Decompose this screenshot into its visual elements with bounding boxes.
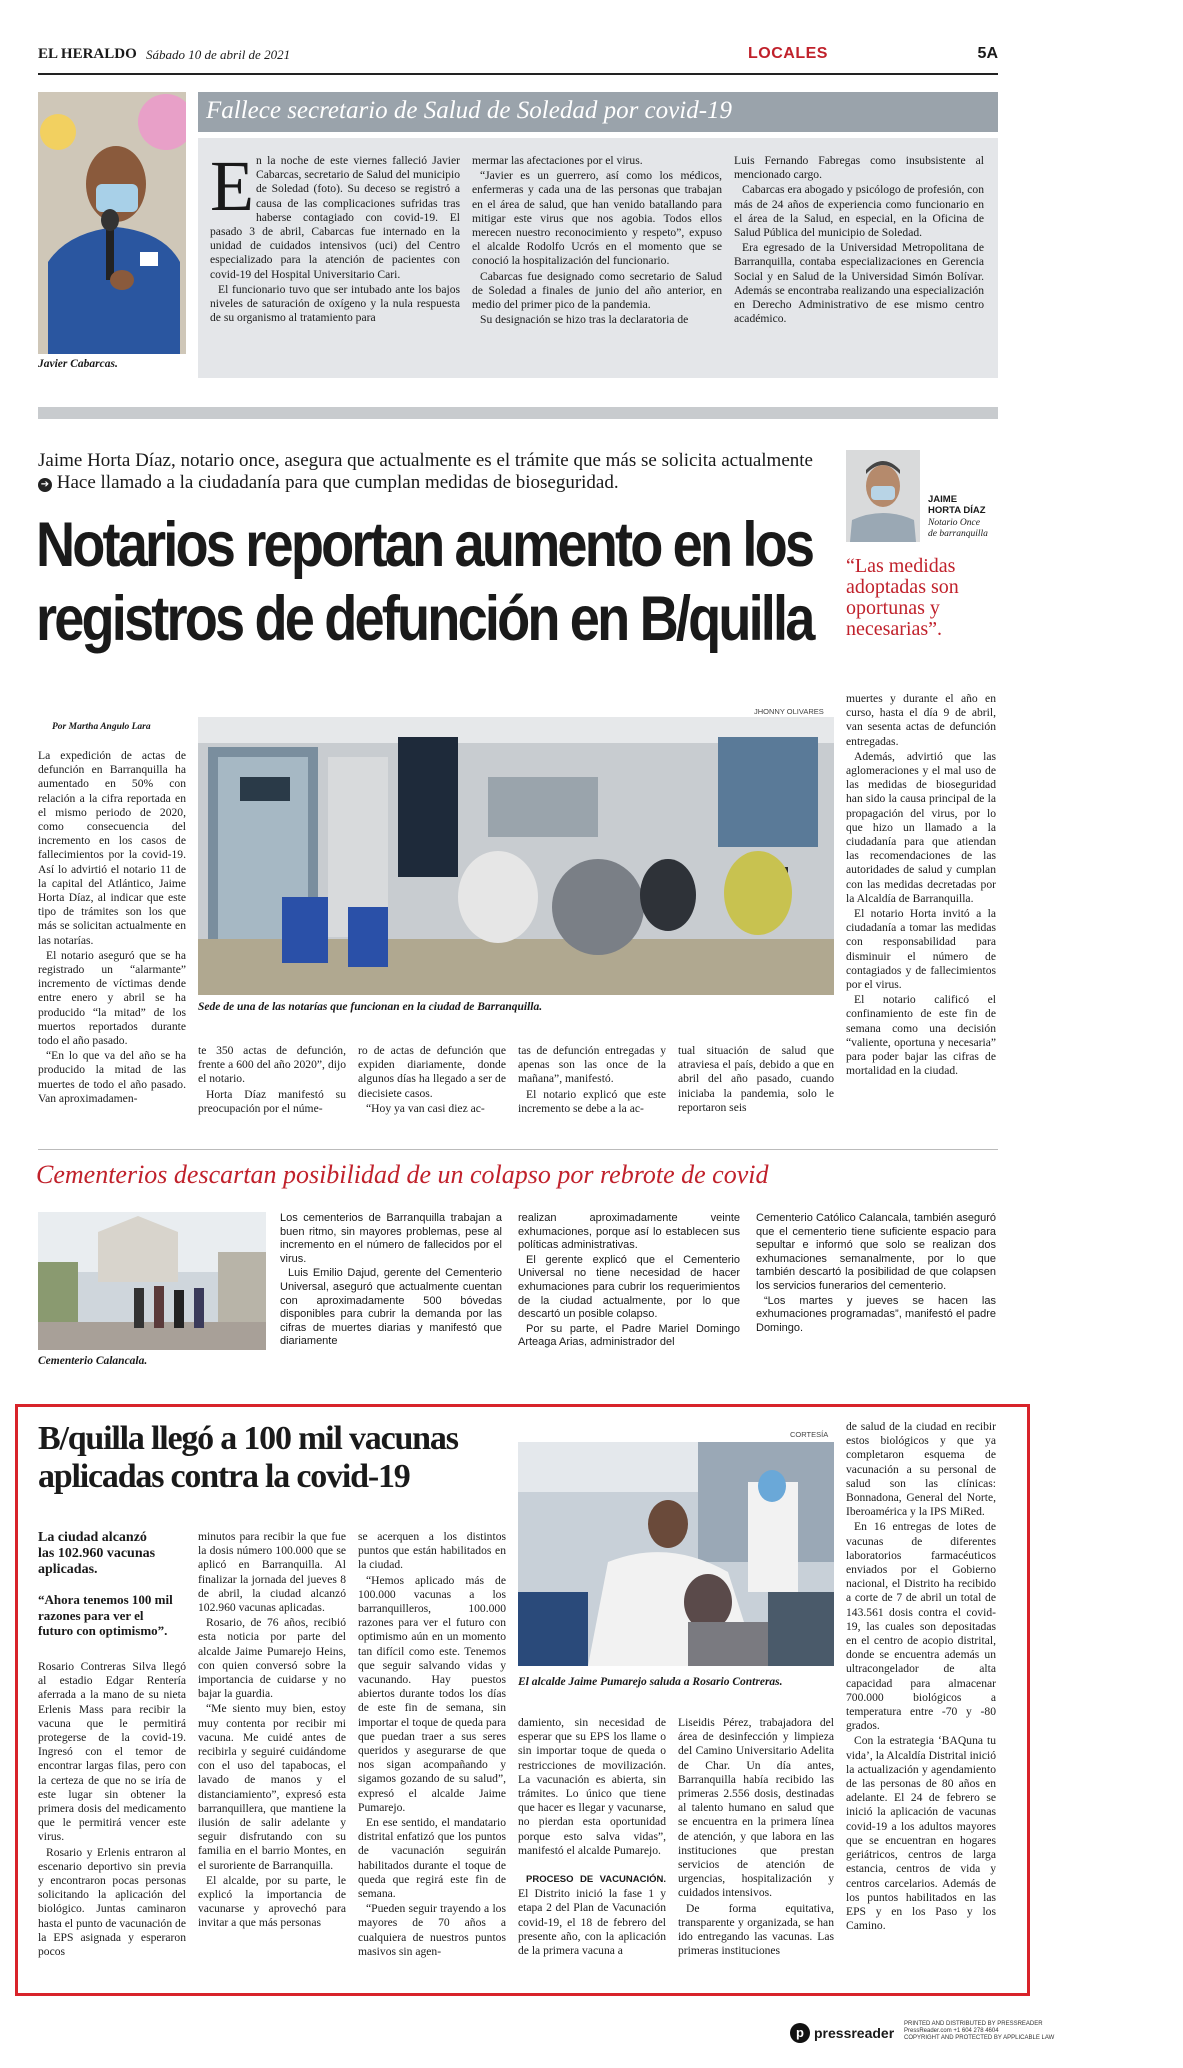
paragraph: te 350 actas de defunción, frente a 600 del año 2020”, dijo el notario. bbox=[198, 1044, 346, 1086]
article2-column-1 bbox=[38, 749, 186, 1107]
notaria-photo bbox=[198, 717, 834, 995]
headline-line-2: aplicadas contra la covid-19 bbox=[38, 1458, 410, 1495]
paragraph: “En lo que va del año se ha producido la mitad de las muertes de todo el año pasado. Van aproximadamen- bbox=[38, 1049, 186, 1105]
paragraph: “Me siento muy bien, estoy muy contenta por recibir mi vacuna. Me cuidé antes de recibirla y seguiré cuidándome con el uso del tapabocas, el lavado de manos y el distanciamiento”, expresó esta barranquillera, que mantiene la ilusión de salir adelante y seguir disfrutando con su familia en el barrio Montes, en el suroriente de Barranquilla. bbox=[198, 1702, 346, 1872]
paragraph: de salud de la ciudad en recibir estos biológicos y que ya completaron esquema de vacunación a su personal de salud son las clínicas: Bonnadona, General del Norte, Iberoamérica y la IPS MiRed. bbox=[846, 1420, 996, 1519]
photo-credit: CORTESÍA bbox=[790, 1430, 829, 1439]
article2-headline bbox=[36, 508, 813, 656]
paragraph: Con la estrategia ‘BAQuna tu vida’, la Alcaldía Distrital inició la actualización y agendamiento de las personas de 80 años en adelante. El 24 de febrero se inició la aplicación de vacunas covid-19 a los adultos mayores que se encuentran en hogares geriátricos, centros de larga estancia, centros de vida y centros carcelarios. Además de los puntos habilitados en las EPS y en los Paso y los Camino. bbox=[846, 1734, 996, 1933]
subhead: PROCESO DE VACUNACIÓN. bbox=[526, 1874, 666, 1886]
paragraph: Luis Emilio Dajud, gerente del Cementerio Universal, aseguró que actualmente cuentan con aproximadamente 500 bóvedas disponibles para cubrir la demanda por las cifras de muertes diarias y manifestó que diariamente bbox=[280, 1267, 502, 1348]
article3-rule bbox=[38, 1149, 998, 1150]
deck-text: Jaime Horta Díaz, notario once, asegura que actualmente es el trámite que más se solicita actualmente bbox=[38, 450, 813, 471]
paragraph: Horta Díaz manifestó su preocupación por el núme- bbox=[198, 1087, 346, 1115]
article4-column-6 bbox=[846, 1420, 996, 1934]
paragraph: tual situación de salud que atraviesa el país, debido a que en abril del año pasado, cuando iniciaba la pandemia, solo le reportaron seis bbox=[678, 1044, 834, 1114]
paragraph: En 16 entregas de lotes de vacunas de diferentes laboratorios farmacéuticos enviados por el Gobierno nacional, el Distrito ha recibido a corte de 7 de abril un total de 143.561 dosis contra el covid-19, las cuales son depositadas en el centro de acopio distrital, donde se encuentra además un ultracongelador de alta capacidad para almacenar 700.000 biológicos a temperatura entre -70 y -80 grados. bbox=[846, 1520, 996, 1733]
section-label: LOCALES bbox=[748, 45, 828, 62]
article2-column-5 bbox=[678, 1044, 834, 1116]
pressreader-logo bbox=[790, 2020, 900, 2046]
sidebar-quote: “Ahora tenemos 100 mil razones para ver el futuro con optimismo”. bbox=[38, 1592, 173, 1638]
article3-headline: Cementerios descartan posibilidad de un colapso por rebrote de covid bbox=[36, 1160, 769, 1189]
photo-caption: Javier Cabarcas. bbox=[38, 358, 118, 370]
paragraph: “Los martes y jueves se hacen las exhumaciones programadas”, manifestó el padre Domingo. bbox=[756, 1294, 996, 1334]
jaime-horta-photo bbox=[846, 450, 920, 542]
article4-column-4 bbox=[518, 1716, 666, 1959]
byline: Por Martha Angulo Lara bbox=[52, 722, 151, 732]
paragraph: ro de actas de defunción que expiden diariamente, donde algunos días ha llegado a ser de diecisiete casos. bbox=[358, 1044, 506, 1100]
article4-column-5 bbox=[678, 1716, 834, 1959]
paragraph: El alcalde, por su parte, le explicó la importancia de vacunarse y aprovechó para invitar a que más personas bbox=[198, 1873, 346, 1930]
paragraph: Los cementerios de Barranquilla trabajan a buen ritmo, sin mayores problemas, pese al incremento en el número de fallecidos por el virus. bbox=[280, 1212, 502, 1265]
article2-column-4 bbox=[518, 1044, 666, 1117]
pressreader-icon: p bbox=[790, 2023, 810, 2043]
paragraph: realizan aproximadamente veinte exhumaciones, porque así lo establecen sus políticas administrativas. bbox=[518, 1212, 740, 1252]
paragraph: Cabarcas era abogado y psicólogo de profesión, con más de 24 años de experiencia como funcionario en el área de la Salud, en especial, en la Oficina de Salud Pública del municipio de Soledad. bbox=[734, 183, 984, 240]
article2-column-6 bbox=[846, 692, 996, 1079]
paragraph: “Javier es un guerrero, así como los médicos, enfermeras y cada una de las personas que trabajan en el área de salud, que han venido batallando para mitigar este virus que nos agobia. Todos ellos merecen nuestro reconocimiento y respeto”, expuso el alcalde Rodolfo Ucrós en el momento que se conoció la hospitalización del funcionario. bbox=[472, 169, 722, 268]
paragraph: “Pueden seguir trayendo a los mayores de 70 años a cualquiera de nuestros puntos masivos sin agen- bbox=[358, 1902, 506, 1958]
javier-cabarcas-photo bbox=[38, 92, 186, 354]
paragraph: El notario explicó que este incremento se debe a la ac- bbox=[518, 1087, 666, 1115]
deck-text-2: Hace llamado a la ciudadanía para que cumplan medidas de bioseguridad. bbox=[56, 472, 619, 493]
pull-quote: “Las medidas adoptadas son oportunas y necesarias”. bbox=[846, 555, 959, 640]
paragraph: En ese sentido, el mandatario distrital enfatizó que los puntos de vacunación seguirán habilitados durante el toque de queda que regirá este fin de semana. bbox=[358, 1816, 506, 1901]
profile-role-line-1: Notario Once bbox=[928, 518, 980, 528]
cementerio-photo bbox=[38, 1212, 266, 1350]
photo-credit: JHONNY OLIVARES bbox=[754, 707, 824, 716]
article1-column-3 bbox=[734, 154, 984, 327]
paragraph: Por su parte, el Padre Mariel Domingo Arteaga Arias, administrador del bbox=[518, 1322, 740, 1349]
article2-column-3 bbox=[358, 1044, 506, 1117]
paragraph: Además, advirtió que las aglomeraciones y el mal uso de las medidas de bioseguridad han sido la causa principal de la propagación del virus, por lo que hizo un llamado a la ciudadanía para que atiendan las recomendaciones de las autoridades de salud y cumplan con las medidas decretadas por la Alcaldía de Barranquilla. bbox=[846, 749, 996, 905]
article1-column-1 bbox=[210, 146, 460, 326]
article1-column-2 bbox=[472, 154, 722, 328]
headline-line-1: B/quilla llegó a 100 mil vacunas bbox=[38, 1420, 458, 1457]
section-divider bbox=[38, 407, 998, 419]
footer-line-2: PressReader.com +1 604 278 4604 bbox=[904, 2028, 999, 2034]
headline-line-1: Notarios reportan aumento en los bbox=[36, 510, 813, 580]
paragraph: Luis Fernando Fabregas como insubsistente al mencionado cargo. bbox=[734, 154, 984, 182]
article2-deck bbox=[38, 450, 818, 494]
vacunacion-photo bbox=[518, 1442, 834, 1666]
article2-column-2 bbox=[198, 1044, 346, 1117]
profile-role-line-2: de barranquilla bbox=[928, 529, 988, 539]
paragraph: minutos para recibir la que fue la dosis número 100.000 que se aplicó en Barranquilla. Al finalizar la jornada del jueves 8 de abril, la ciudad alcanzó 102.960 vacunas aplicadas. bbox=[198, 1530, 346, 1615]
paragraph: Rosario Contreras Silva llegó al estadio Edgar Rentería aferrada a la mano de su nieta Erlenis Mass para recibir la vacuna que le permitirá protegerse de la covid-19. Ingresó con el temor de encontrar largas filas, pero con la certeza de que no se iría de este lugar sin obtener la primera dosis del medicamento que le permitirá vencer este virus. bbox=[38, 1660, 186, 1844]
paragraph: muertes y durante el año en curso, hasta el día 9 de abril, van sesenta actas de defunción entregadas. bbox=[846, 692, 996, 748]
issue-date: Sábado 10 de abril de 2021 bbox=[146, 47, 291, 62]
article1-banner bbox=[198, 92, 998, 132]
article4-headline bbox=[38, 1420, 518, 1496]
footer-line-1: PRINTED AND DISTRIBUTED BY PRESSREADER bbox=[904, 2021, 1043, 2027]
photo-caption: El alcalde Jaime Pumarejo saluda a Rosario Contreras. bbox=[518, 1676, 783, 1688]
profile-role bbox=[928, 518, 988, 540]
paragraph: El gerente explicó que el Cementerio Universal no tiene necesidad de hacer exhumaciones para cubrir los requerimientos de la ciudad actualmente, por lo que descartó un posible colapso. bbox=[518, 1253, 740, 1321]
sidebar-lead: La ciudad alcanzó las 102.960 vacunas aplicadas. bbox=[38, 1530, 156, 1577]
article4-column-1 bbox=[38, 1660, 186, 1960]
paragraph: El notario calificó el confinamiento de este fin de semana como una decisión “valiente, oportuna y necesaria” para poder bajar las cifras de mortalidad en la ciudad. bbox=[846, 993, 996, 1078]
paragraph: Su designación se hizo tras la declaratoria de bbox=[480, 313, 689, 327]
photo-caption: Cementerio Calancala. bbox=[38, 1355, 148, 1367]
paragraph bbox=[518, 1872, 666, 1958]
masthead bbox=[38, 44, 998, 70]
paragraph: El notario Horta invitó a la ciudadanía a tomar las medidas con responsabilidad para disminuir el número de contagiados y de fallecimientos por el virus. bbox=[846, 907, 996, 992]
paragraph: Era egresado de la Universidad Metropolitana de Barranquilla, contaba especializaciones en Gerencia Social y en Salud de la Universidad Simón Bolívar. Además se encontraba realizando una especialización en Derecho Administrativo de ese mismo centro académico. bbox=[734, 241, 984, 326]
brand-name: pressreader bbox=[814, 2025, 895, 2041]
profile-name-line-2: HORTA DÍAZ bbox=[928, 505, 986, 516]
paragraph: n la noche de este viernes falleció Javier Cabarcas, secretario de Salud del municipio de Soledad (foto). Su deceso se registró a causa de las complicaciones sufridas tras haberse contagiado con covid-19. El pasado 3 de abril, Cabarcas fue internado en la unidad de cuidados intensivos (uci) del Centro especializado para la atención de pacientes con covid-19 del Hospital Universitario Cari. bbox=[210, 154, 460, 281]
article3-column-3 bbox=[756, 1212, 996, 1336]
paragraph: La expedición de actas de defunción en Barranquilla ha aumentado en 50% con relación a la cifra reportada en el mismo periodo de 2020, como consecuencia del incremento en los casos de fallecimientos por la covid-19. Así lo advirtió el notario 11 de la capital del Atlántico, Jaime Horta Díaz, al indicar que este tipo de trámites son los que más se solicitan actualmente en las notarías. bbox=[38, 749, 186, 947]
page-number: 5A bbox=[977, 45, 998, 62]
article1-headline: Fallece secretario de Salud de Soledad por covid-19 bbox=[206, 97, 733, 124]
paragraph: se acerquen a los distintos puntos que están habilitados en la ciudad. bbox=[358, 1530, 506, 1572]
article4-column-2 bbox=[198, 1530, 346, 1932]
footer-line-3: COPYRIGHT AND PROTECTED BY APPLICABLE LAW bbox=[904, 2035, 1055, 2041]
paragraph: Liseidis Pérez, trabajadora del área de desinfección y limpieza del Camino Universitario Adelita de Char. Un día antes, Barranquilla había recibido las primeras 2.556 dosis, destinadas al talento humano en salud que se encuentra en la primera línea de atención, y que labora en las instituciones que prestan servicios de atención de urgencias, hospitalización y cuidados intensivos. bbox=[678, 1716, 834, 1900]
photo-caption: Sede de una de las notarías que funcionan en la ciudad de Barranquilla. bbox=[198, 1001, 543, 1013]
paragraph: El funcionario tuvo que ser intubado ante los bajos niveles de saturación de oxígeno y la nula respuesta de su organismo al tratamiento para bbox=[210, 282, 460, 325]
arrow-bullet-icon: ➔ bbox=[38, 478, 52, 492]
paragraph-text: El Distrito inició la fase 1 y etapa 2 del Plan de Vacunación covid-19, el 18 de febrero del presente año, con la aplicación de la primera vacuna a bbox=[518, 1887, 666, 1958]
article4-column-3 bbox=[358, 1530, 506, 1960]
paragraph: Rosario, de 76 años, recibió esta noticia por parte del alcalde Jaime Pumarejo Heins, con quien conversó sobre la importancia de cuidarse y no bajar la guardia. bbox=[198, 1616, 346, 1701]
paragraph: El notario aseguró que se ha registrado un “alarmante” incremento de víctimas dende entre enero y abril se ha producido “la mitad” de los muertos reportados durante todo el año pasado. bbox=[38, 948, 186, 1048]
paragraph: damiento, sin necesidad de esperar que su EPS los llame o sin importar toque de queda o restricciones de movilización. La vacunación es abierta, sin trámites. Lo único que tiene que hacer es llegar y vacunarse, no pierdan esta oportunidad porque esto salva vidas”, manifestó el alcalde Pumarejo. bbox=[518, 1716, 666, 1857]
article1-dropcap: E bbox=[210, 146, 254, 226]
masthead-rule bbox=[38, 73, 998, 75]
paragraph: Cabarcas fue designado como secretario de Salud de Soledad a finales de junio del año anterior, en medio del primer pico de la pandemia. bbox=[472, 269, 722, 312]
paragraph: De forma equitativa, transparente y organizada, se han ido entregando las vacunas. Las primeras instituciones bbox=[678, 1901, 834, 1958]
article3-column-2 bbox=[518, 1212, 740, 1351]
paragraph: Rosario y Erlenis entraron al escenario deportivo sin previa y encontraron pocas personas solicitando la aplicación del biológico. Juntas caminaron hasta el punto de vacunación de la EPS asignada y esperaron pocos bbox=[38, 1845, 186, 1959]
profile-name bbox=[928, 494, 986, 516]
profile-name-line-1: JAIME bbox=[928, 494, 958, 505]
paragraph: tas de defunción entregadas y apenas son las once de la mañana”, manifestó. bbox=[518, 1044, 666, 1086]
paragraph: “Hemos aplicado más de 100.000 vacunas a los barranquilleros, 100.000 razones para ver el futuro con optimismo aún en un momento tan difícil como este. Tenemos que seguir salvando vidas y vacunando. Hay puestos abiertos durante todos los días de este fin de semana, sin importar el toque de queda para que puedan traer a sus seres queridos y asegurarse de que nos sigan acompañando y sigamos gozando de su salud”, expresó el alcalde Jaime Pumarejo. bbox=[358, 1573, 506, 1814]
footer-notice bbox=[904, 2021, 1054, 2042]
paragraph: mermar las afectaciones por el virus. bbox=[472, 154, 643, 167]
headline-line-2: registros de defunción en B/quilla bbox=[36, 584, 813, 654]
article3-column-1 bbox=[280, 1212, 502, 1350]
paper-name: EL HERALDO bbox=[38, 46, 137, 62]
paragraph: Cementerio Católico Calancala, también aseguró que el cementerio tiene suficiente espacio para sepultar e informó que solo se realizan dos exhumaciones semanalmente, por lo que también descartó la posibilidad de que colapsen los servicios funerarios del cementerio. bbox=[756, 1212, 996, 1292]
paragraph: “Hoy ya van casi diez ac- bbox=[366, 1101, 485, 1115]
